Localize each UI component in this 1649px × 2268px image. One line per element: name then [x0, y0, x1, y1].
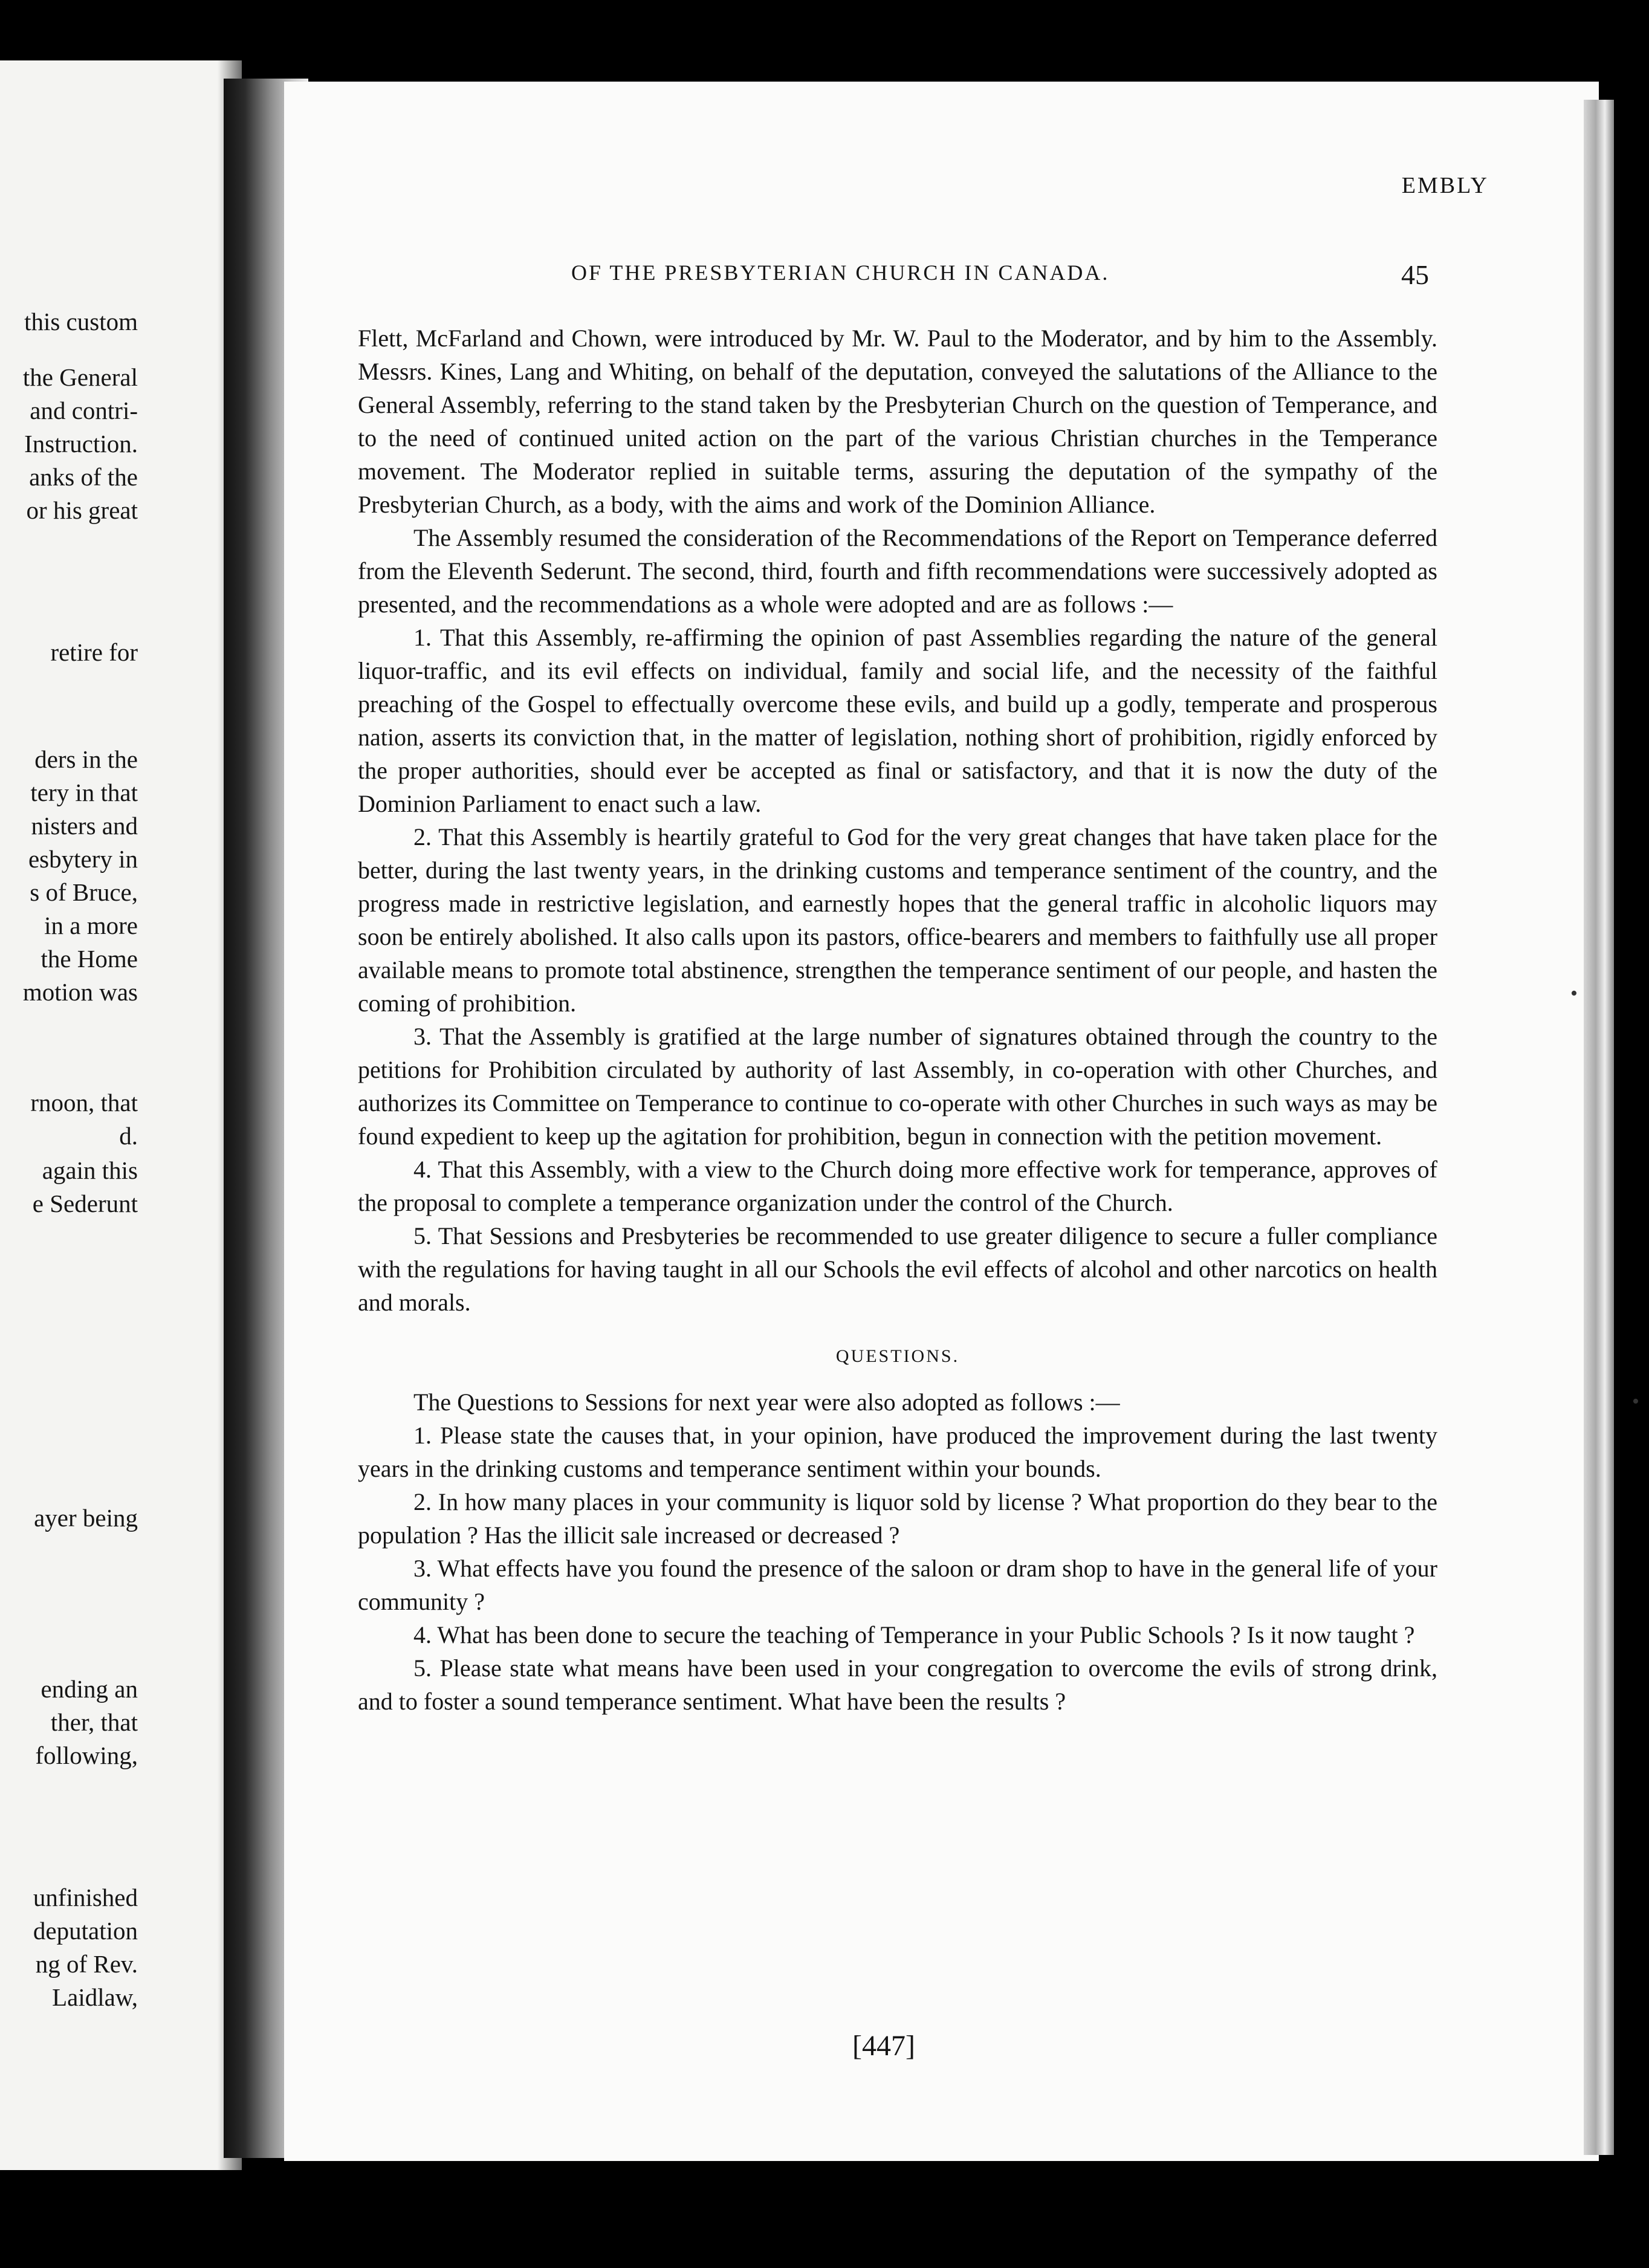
- left-page-line: Instruction.: [24, 430, 138, 458]
- left-page-line: ng of Rev.: [35, 1950, 138, 1978]
- left-page-line: ayer being: [34, 1504, 138, 1532]
- folio-number: [447]: [852, 2030, 915, 2062]
- recommendation-3: 3. That the Assembly is gratified at the large number of signatures obtained through the country to the petitions for Prohibition circulated by authority of last Assembly, in co-operation with other Churches, and authorizes its Committee on Temperance to continue to co-operate with other Churches in such ways as may be found expedient to keep up the agitation for prohibition, begun in connection with the petition movement.: [358, 1023, 1437, 1150]
- left-page-line: deputation: [33, 1917, 138, 1945]
- left-page-line: esbytery in: [28, 845, 138, 873]
- left-page-line: ders in the: [34, 745, 138, 773]
- left-page-line: motion was: [22, 978, 138, 1006]
- question-4: 4. What has been done to secure the teaching of Temperance in your Public Schools ? Is it now taught ?: [413, 1621, 1415, 1648]
- left-page-line: ther, that: [50, 1708, 138, 1736]
- left-page-line: again this: [42, 1156, 138, 1184]
- page-number: 45: [1401, 259, 1429, 290]
- margin-mark: •: [1570, 982, 1578, 1005]
- recommendation-4: 4. That this Assembly, with a view to the Church doing more effective work for temperance, approves of the proposal to complete a temperance organization under the control of the Church.: [358, 1156, 1437, 1216]
- paragraph-recommendations-intro: The Assembly resumed the consideration of the Recommendations of the Report on Temperance deferred from the Eleventh Sederunt. The second, third, fourth and fifth recommendations were successively adopted as presented, and the recommendations as a whole were adopted and are as follows :—: [358, 524, 1437, 618]
- left-page-line: this custom: [24, 308, 138, 335]
- recommendation-5: 5. That Sessions and Presbyteries be recommended to use greater diligence to secure a fuller compliance with the regulations for having taught in all our Schools the evil effects of alcohol and other narcotics on health and morals.: [358, 1222, 1437, 1316]
- left-page-line: and contri-: [30, 397, 138, 424]
- question-1: 1. Please state the causes that, in your opinion, have produced the improvement during the last twenty years in the drinking customs and temperance sentiment within your bounds.: [358, 1422, 1437, 1482]
- page-edge: [1584, 100, 1614, 2155]
- left-page-line: anks of the: [29, 463, 138, 491]
- question-5: 5. Please state what means have been used in your congregation to overcome the evils of strong drink, and to foster a sound temperance sentiment. What have been the results ?: [358, 1654, 1437, 1715]
- left-page-running-head: EMBLY: [1401, 173, 1489, 198]
- page-body: [358, 322, 1437, 1718]
- left-page-line: or his great: [26, 496, 138, 524]
- left-page-line: rnoon, that: [30, 1089, 138, 1116]
- left-page-line: retire for: [50, 638, 138, 666]
- running-head: OF THE PRESBYTERIAN CHURCH IN CANADA.: [571, 261, 1110, 285]
- paragraph-deputation: Flett, McFarland and Chown, were introduced by Mr. W. Paul to the Moderator, and by him to the Assembly. Messrs. Kines, Lang and Whiting, on behalf of the deputation, conveyed the salutations of the Alliance to the General Assembly, referring to the stand taken by the Presbyterian Church on the question of Temperance, and to the need of continued united action on the part of the various Christian churches in the Temperance movement. The Moderator replied in suitable terms, assuring the deputation of the sympathy of the Presbyterian Church, as a body, with the aims and work of the Dominion Alliance.: [358, 325, 1437, 518]
- left-page-line: following,: [35, 1742, 138, 1769]
- left-page-line: ending an: [40, 1675, 138, 1703]
- question-3: 3. What effects have you found the presence of the saloon or dram shop to have in the general life of your community ?: [358, 1555, 1437, 1615]
- left-page-line: s of Bruce,: [30, 878, 138, 906]
- left-page-line: in a more: [44, 912, 138, 939]
- recommendation-2: 2. That this Assembly is heartily grateful to God for the very great changes that have taken place for the better, during the last twenty years, in the drinking customs and temperance sentiment of the country, and the progress made in restrictive legislation, and earnestly hopes that the general traffic in alcoholic liquors may soon be entirely abolished. It also calls upon its pastors, office-bearers and members to faithfully use all proper available means to promote total abstinence, strengthen the temperance sentiment of our people, and hasten the coming of prohibition.: [358, 823, 1437, 1017]
- left-page-line: nisters and: [31, 812, 138, 840]
- questions-intro: The Questions to Sessions for next year were also adopted as follows :—: [413, 1388, 1120, 1416]
- left-page-line: d.: [119, 1122, 138, 1150]
- recommendation-1: 1. That this Assembly, re-affirming the opinion of past Assemblies regarding the nature of the general liquor-traffic, and its evil effects on individual, family and social life, and the necessity of the faithful preaching of the Gospel to effectually overcome these evils, and build up a godly, temperate and prosperous nation, asserts its conviction that, in the matter of legislation, nothing short of prohibition, rigidly enforced by the proper authorities, should ever be accepted as final or satisfactory, and that it is now the duty of the Dominion Parliament to enact such a law.: [358, 624, 1437, 817]
- left-page-line: Laidlaw,: [52, 1983, 138, 2011]
- left-page-line: e Sederunt: [32, 1190, 138, 1217]
- section-heading-questions: QUESTIONS.: [835, 1346, 960, 1366]
- left-page-line: the General: [22, 363, 138, 391]
- margin-mark: •: [1632, 1390, 1639, 1413]
- question-2: 2. In how many places in your community is liquor sold by license ? What proportion do they bear to the population ? Has the illicit sale increased or decreased ?: [358, 1488, 1437, 1549]
- left-page-line: unfinished: [33, 1884, 138, 1911]
- left-page-line: tery in that: [30, 779, 138, 806]
- left-page-line: the Home: [40, 945, 138, 973]
